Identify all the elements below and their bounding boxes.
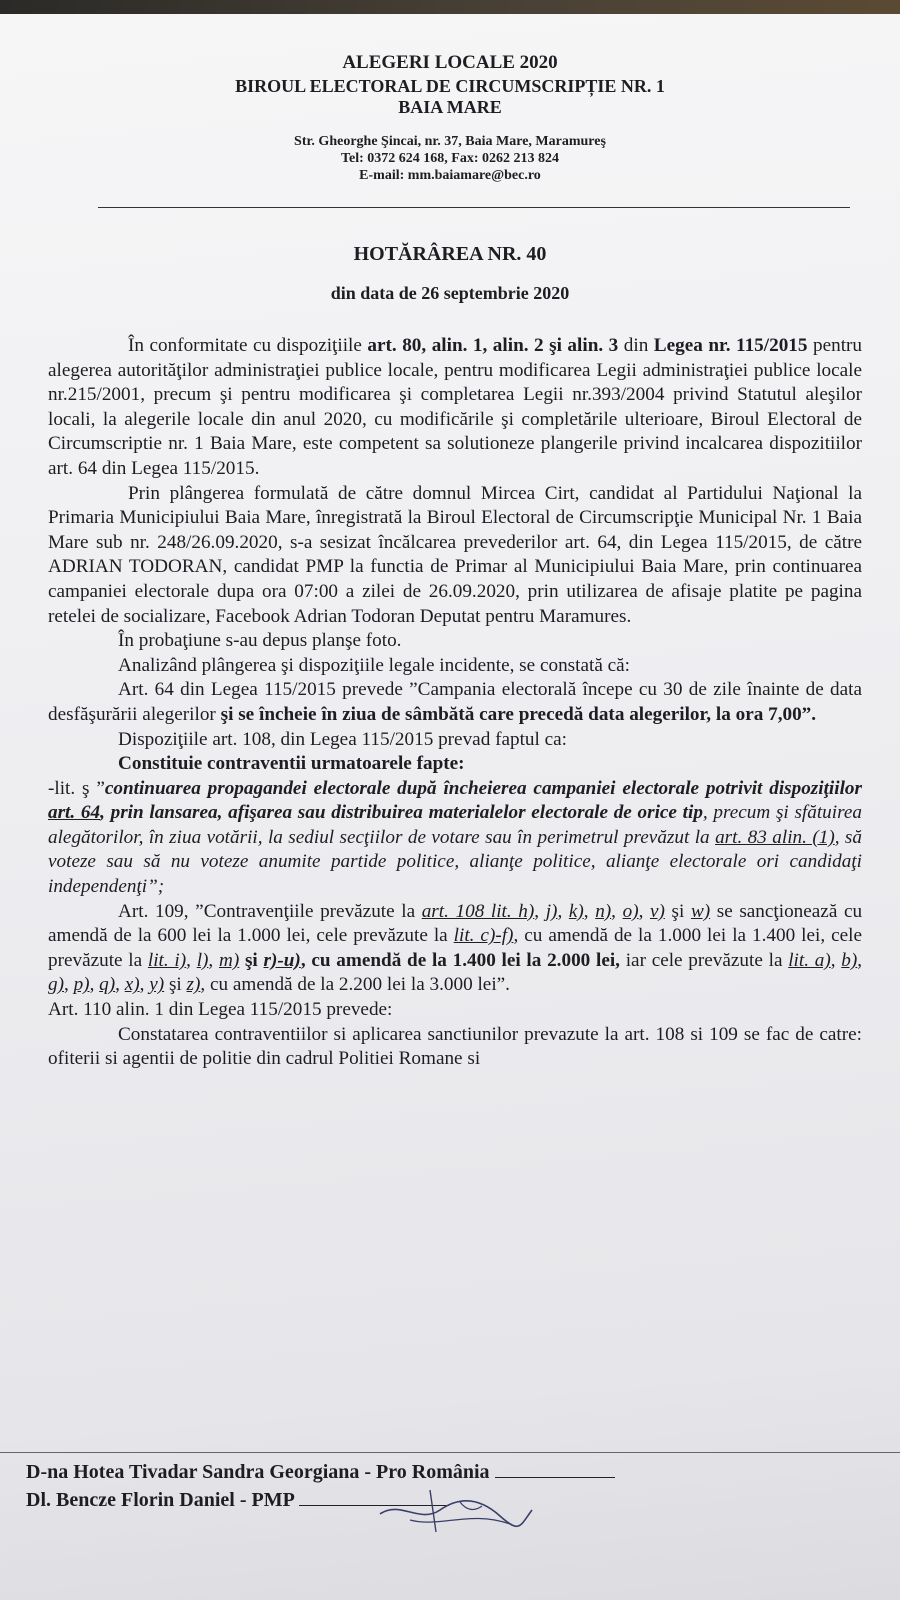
header-title: ALEGERI LOCALE 2020 <box>342 52 558 73</box>
handwritten-signature <box>370 1480 540 1540</box>
signer-name: D-na Hotea Tivadar Sandra Georgiana - Pro România <box>26 1461 490 1483</box>
paragraph-art109: Art. 109, ”Contravenţiile prevăzute la art. 108 lit. h), j), k), n), o), v) şi w) se sancţionează cu amendă de la 600 lei la 1.000 lei, cele prevăzute la lit. c)-f), cu amendă de la 1.000 lei la 1.400 lei, cele prevăzute la lit. i), l), m) şi r)-u), cu amendă de la 1.400 lei la 2.000 lei, iar cele prevăzute la lit. a), b), g), p), q), x), y) şi z), cu amendă de la 2.200 lei la 3.000 lei”. <box>48 900 863 996</box>
header-address: Str. Gheorghe Şincai, nr. 37, Baia Mare, Maramureş <box>294 134 606 149</box>
paragraph-enforcement: Constatarea contraventiilor si aplicarea sanctiunilor prevazute la art. 108 si 109 se fac de catre: ofiterii si agentii de politie din cadrul Politiei Romane si <box>48 1023 862 1070</box>
signature-blank <box>495 1475 615 1478</box>
decision-body <box>48 334 862 1072</box>
paragraph-contraventions: Constituie contraventii urmatoarele fapte: <box>118 753 465 775</box>
paragraph-lit-s: -lit. ş ”continuarea propagandei electorale după încheierea campaniei electorale potrivit dispoziţiilor art. 64, prin lansarea, afişarea sau distribuirea materialelor electorale de orice tip, precum şi sfătuirea alegătorilor, în ziua votării, la sediul secţiilor de votare sau în perimetrul prevăzut la art. 83 alin. (1), să voteze sau să nu voteze anumite partide politice, alianţe politice, alianţe electorale ori candidaţi independenţi”; <box>48 777 862 898</box>
decision-date: din data de 26 septembrie 2020 <box>330 283 570 303</box>
paragraph-art64: Art. 64 din Legea 115/2015 prevede ”Campania electorală începe cu 30 de zile înainte de data desfăşurării alegerilor şi se încheie în ziua de sâmbătă care precedă data alegerilor, la ora 7,00”. <box>48 679 862 725</box>
header-divider <box>98 207 850 208</box>
header-email: E-mail: mm.baiamare@bec.ro <box>359 168 541 183</box>
paragraph-art110: Art. 110 alin. 1 din Legea 115/2015 prevede: <box>48 999 393 1021</box>
header-office: BIROUL ELECTORAL DE CIRCUMSCRIPȚIE NR. 1 <box>235 76 665 96</box>
signature-divider <box>0 1452 900 1453</box>
link-art-83: art. 83 alin. (1) <box>715 826 835 848</box>
paragraph-analysis: Analizând plângerea şi dispoziţiile legale incidente, se constată că: <box>118 654 630 676</box>
paragraph-competence: În conformitate cu dispoziţiile art. 80, alin. 1, alin. 2 şi alin. 3 din Legea nr. 115/2015 pentru alegerea autorităţilor administraţiei publice locale, pentru modificarea Legii administraţiei publice locale nr.215/2001, precum şi pentru modificarea şi completarea Legii nr.393/2004 privind Statutul aleşilor locali, la alegerile locale din anul 2020, cu modificările şi completările ulterioare, Biroul Electoral de Circumscriptie nr. 1 Baia Mare, este competent sa solutioneze plangerile privind incalcarea dispozitiilor art. 64 din Legea 115/2015. <box>48 335 863 479</box>
link-art-64: art. 64 <box>48 802 101 824</box>
signer-name: Dl. Bencze Florin Daniel - PMP <box>26 1489 294 1511</box>
header-city: BAIA MARE <box>398 97 502 117</box>
paragraph-art108-intro: Dispoziţiile art. 108, din Legea 115/2015 prevad faptul ca: <box>118 728 567 750</box>
header-contact: Tel: 0372 624 168, Fax: 0262 213 824 <box>340 151 560 166</box>
paragraph-complaint: Prin plângerea formulată de către domnul Mircea Cirt, candidat al Partidului Naţional la Primaria Municipiului Baia Mare, înregistrată la Biroul Electoral de Circumscripţie Municipal Nr. 1 Baia Mare sub nr. 248/26.09.2020, s-a sesizat încălcarea prevederilor art. 64, din Legea 115/2015, de către ADRIAN TODORAN, candidat PMP la functia de Primar al Municipiului Baia Mare, prin continuarea campaniei electorale dupa ora 07:00 a zilei de 26.09.2020, prin utilizarea de afisaje platite pe pagina retelei de socializare, Facebook Adrian Todoran Deputat pentru Maramures. <box>48 482 862 627</box>
paragraph-evidence: În probaţiune s-au depus planşe foto. <box>118 630 402 652</box>
decision-title: HOTĂRÂREA NR. 40 <box>353 243 547 265</box>
